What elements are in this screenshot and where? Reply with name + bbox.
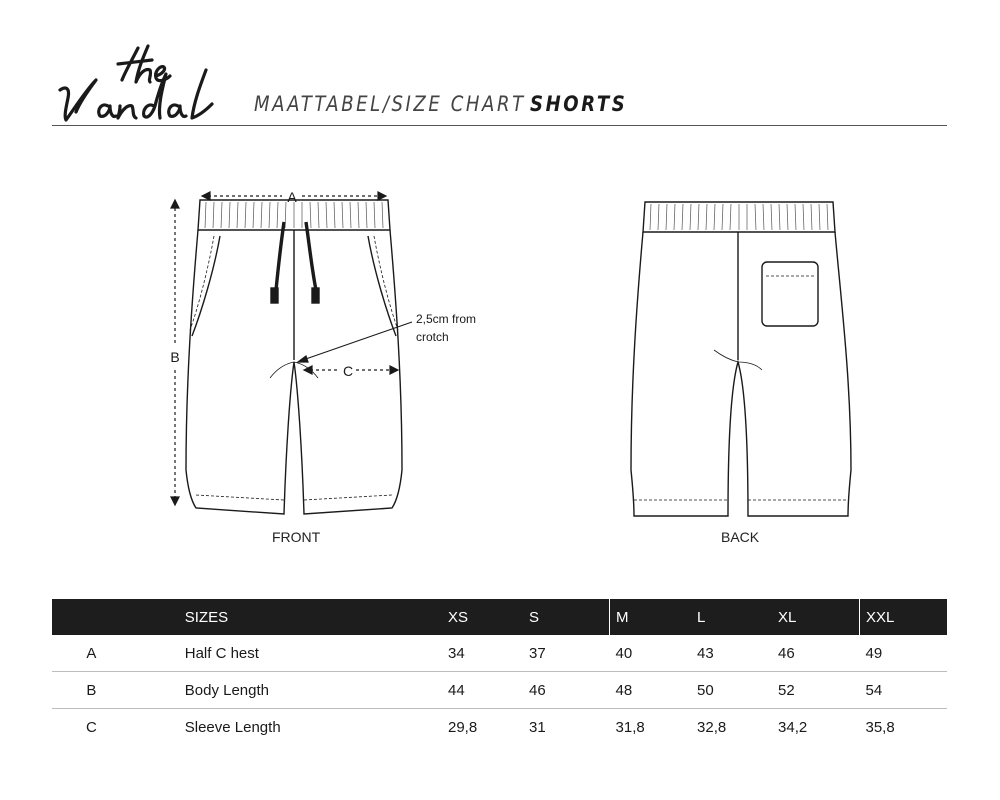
- annotation-line-1: 2,5cm from: [416, 312, 477, 326]
- row-measurement: Body Length: [131, 672, 448, 709]
- row-value: 40: [610, 635, 697, 672]
- label-c: C: [342, 363, 354, 379]
- size-header-xs: XS: [448, 599, 529, 635]
- back-shorts-drawing: [631, 202, 851, 516]
- row-value: 35,8: [865, 718, 895, 736]
- code-header: [52, 599, 131, 635]
- label-a: A: [287, 189, 297, 205]
- row-value: 32,8: [697, 718, 727, 736]
- technical-drawings: [0, 150, 1000, 570]
- size-header-s: S: [529, 599, 610, 635]
- table-row: [52, 635, 947, 672]
- front-view-caption: FRONT: [272, 529, 321, 545]
- sizes-header: SIZES: [131, 599, 448, 635]
- row-value: 49: [859, 635, 947, 672]
- header-divider: [52, 125, 947, 126]
- row-value: 29,8: [447, 718, 478, 736]
- size-header-xxl: XXL: [859, 599, 947, 635]
- row-value: 48: [610, 672, 697, 709]
- size-header-l: L: [697, 599, 778, 635]
- product-name: SHORTS: [530, 92, 628, 116]
- row-value: 52: [778, 672, 859, 709]
- row-value: 34,2: [778, 718, 808, 736]
- front-shorts-drawing: [186, 200, 402, 514]
- row-value: 50: [697, 672, 778, 709]
- page-title: MAATTABEL/SIZE CHART: [254, 92, 526, 116]
- table-row: [52, 709, 947, 746]
- row-measurement: Sleeve Length: [184, 718, 281, 736]
- row-value: 46: [529, 672, 610, 709]
- brand-logo: [52, 40, 242, 125]
- table-header-row: [52, 599, 947, 635]
- row-value: 54: [859, 672, 947, 709]
- row-code: A: [52, 635, 131, 672]
- size-table: [52, 599, 947, 745]
- row-measurement: Half C hest: [131, 635, 448, 672]
- row-value: 46: [778, 635, 859, 672]
- row-value: 31: [528, 718, 546, 736]
- table-row: [52, 672, 947, 709]
- back-view-caption: BACK: [721, 529, 760, 545]
- size-header-m: M: [610, 599, 697, 635]
- row-code: C: [85, 718, 97, 736]
- row-value: 34: [448, 635, 529, 672]
- row-value: 44: [448, 672, 529, 709]
- row-code: B: [52, 672, 131, 709]
- label-b: B: [170, 349, 180, 365]
- row-value: 43: [697, 635, 778, 672]
- row-value: 37: [529, 635, 610, 672]
- annotation-line-2: crotch: [416, 330, 449, 344]
- row-value: 31,8: [615, 718, 645, 736]
- size-header-xl: XL: [778, 599, 859, 635]
